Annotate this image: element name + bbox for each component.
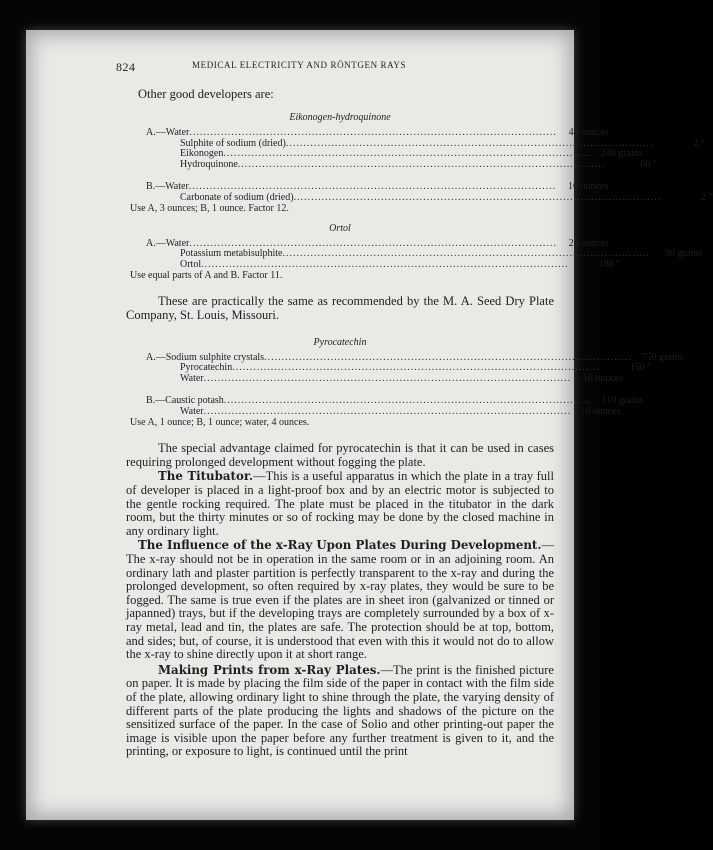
section-heading-prints: Making Prints from x-Ray Plates.	[158, 662, 381, 677]
formula-ortol	[126, 237, 702, 271]
ingredient-name: A.—Water	[146, 127, 190, 139]
formula-pyrocatechin	[126, 351, 684, 418]
ingredient-name: Water	[180, 372, 204, 384]
ingredient-name: Ortol	[180, 258, 202, 270]
influence-text: —The x-ray should not be in operation in the same room or in an adjoining room. An ordinary lath and plaster partition is perfectly transparent to the x-ray and during the prolonged development, so often required by x-ray plates, they would be sure to be fogged. The same is true even if the plates are in sheet iron (galvanized or tinned or japanned) trays, but if the developing trays are completely surrounded by a box of x-ray metal, lead and tin, the plates are safe. The protection should be at top, bottom, and sides; but, of course, it is understood that even with this it would not do to allow the x-ray to shine directly upon it at short range.	[126, 538, 554, 662]
ingredient-amount: 16 ounces	[568, 181, 609, 193]
ingredient-name: Water	[180, 405, 204, 417]
formula-note: Use A, 3 ounces; B, 1 ounce. Factor 12.	[130, 203, 289, 215]
leader-dots: .........................................................................................................	[223, 148, 591, 160]
influence-paragraph	[126, 539, 554, 661]
ingredient-amount: 150 “	[629, 362, 652, 374]
formula-title-ortol: Ortol	[329, 223, 351, 235]
page-content	[126, 87, 713, 759]
ingredient-name: Carbonate of sodium (dried)	[180, 191, 294, 203]
intro-line: Other good developers are:	[138, 87, 274, 101]
ingredient-amount: 16 ounces	[582, 372, 624, 384]
section-heading-influence: The Influence of the x-Ray Upon Plates During Development.	[138, 538, 542, 553]
leader-dots: .........................................................................................................	[189, 237, 557, 249]
ingredient-name: A.—Sodium sulphite crystals	[146, 351, 265, 363]
ingredient-name: Pyrocatechin	[180, 362, 233, 374]
ingredient-name: B.—Caustic potash	[146, 395, 224, 407]
formula-note: Use A, 1 ounce; B, 1 ounce; water, 4 ounces.	[130, 417, 310, 429]
leader-dots: .........................................................................................................	[232, 362, 600, 374]
section-heading-titubator: The Titubator.	[158, 469, 254, 484]
ingredient-amount: 24 ounces	[568, 237, 609, 249]
leader-dots: .........................................................................................................	[188, 181, 557, 193]
book-page	[26, 30, 713, 820]
leader-dots: .........................................................................................................	[282, 248, 650, 260]
ingredient-amount: 180 “	[598, 258, 621, 270]
prints-paragraph	[126, 664, 554, 759]
formula-row	[146, 158, 658, 171]
formula-eikonogen	[126, 127, 713, 203]
seed-paragraph: These are practically the same as recommended by the M. A. Seed Dry Plate Company, St. Louis, Missouri.	[126, 294, 554, 322]
prints-text: —The print is the finished picture on paper. It is made by placing the film side of the paper in contact with the film side of the plate, allowing ordinary light to shine through the plate, the varying density of different parts of the plate producing the lights and shadows of the picture on the sensitized surface of the paper. In the case of Solio and other printing-out paper the image is visible upon the paper before any further treatment is given to it, and the printing, or exposure to light, is continued until the print	[126, 662, 554, 759]
leader-dots: .........................................................................................................	[237, 158, 606, 170]
formula-row	[146, 372, 624, 385]
ingredient-name: B.—Water	[146, 181, 189, 193]
formula-row	[146, 191, 713, 204]
leader-dots: .........................................................................................................	[201, 258, 569, 270]
leader-dots: .........................................................................................................	[189, 127, 557, 139]
ingredient-name: Potassium metabisulphite	[180, 248, 283, 260]
ingredient-amount: 2 “	[693, 137, 706, 149]
titubator-text: —This is a useful apparatus in which the plate in a tray full of developer is placed in a light-proof box and by an electric motor is subjected to the gentle rocking required. The plate must be placed in the titubator in the dark room, but the thirty minutes or so of rocking may be done by the closed machine in any ordinary light.	[126, 469, 554, 538]
leader-dots: .........................................................................................................	[203, 405, 572, 417]
ingredient-amount: 2 “	[701, 191, 713, 203]
ingredient-amount: 60 “	[640, 158, 658, 170]
formula-note: Use equal parts of A and B. Factor 11.	[130, 270, 283, 282]
ingredient-name: Sulphite of sodium (dried)	[180, 137, 286, 149]
ingredient-amount: 48 ounces	[568, 127, 609, 139]
formula-title-eikonogen: Eikonogen-hydroquinone	[289, 111, 391, 123]
running-title: MEDICAL ELECTRICITY AND RÖNTGEN RAYS	[192, 60, 407, 70]
ingredient-amount: 240 grains	[600, 148, 643, 160]
ingredient-amount: 110 grains	[601, 395, 644, 407]
ingredient-amount: 90 grains	[665, 248, 702, 260]
leader-dots: .........................................................................................................	[285, 137, 654, 149]
leader-dots: .........................................................................................................	[264, 351, 632, 363]
formula-row	[146, 405, 624, 418]
page-number: 824	[116, 60, 136, 74]
ingredient-amount: 16 ounces.	[580, 405, 624, 417]
formula-row	[146, 258, 621, 271]
ingredient-name: Eikonogen	[180, 148, 224, 160]
ingredient-name: Hydroquinone	[180, 158, 238, 170]
leader-dots: .........................................................................................................	[223, 395, 592, 407]
pyrocatechin-paragraph: The special advantage claimed for pyrocatechin is that it can be used in cases requiring prolonged development without fogging the plate.	[126, 441, 554, 469]
formula-title-pyrocatechin: Pyrocatechin	[313, 337, 367, 349]
leader-dots: .........................................................................................................	[203, 372, 572, 384]
ingredient-amount: 750 grains	[641, 351, 684, 363]
titubator-paragraph	[126, 470, 554, 538]
ingredient-name: A.—Water	[146, 237, 190, 249]
leader-dots: .........................................................................................................	[293, 191, 662, 203]
